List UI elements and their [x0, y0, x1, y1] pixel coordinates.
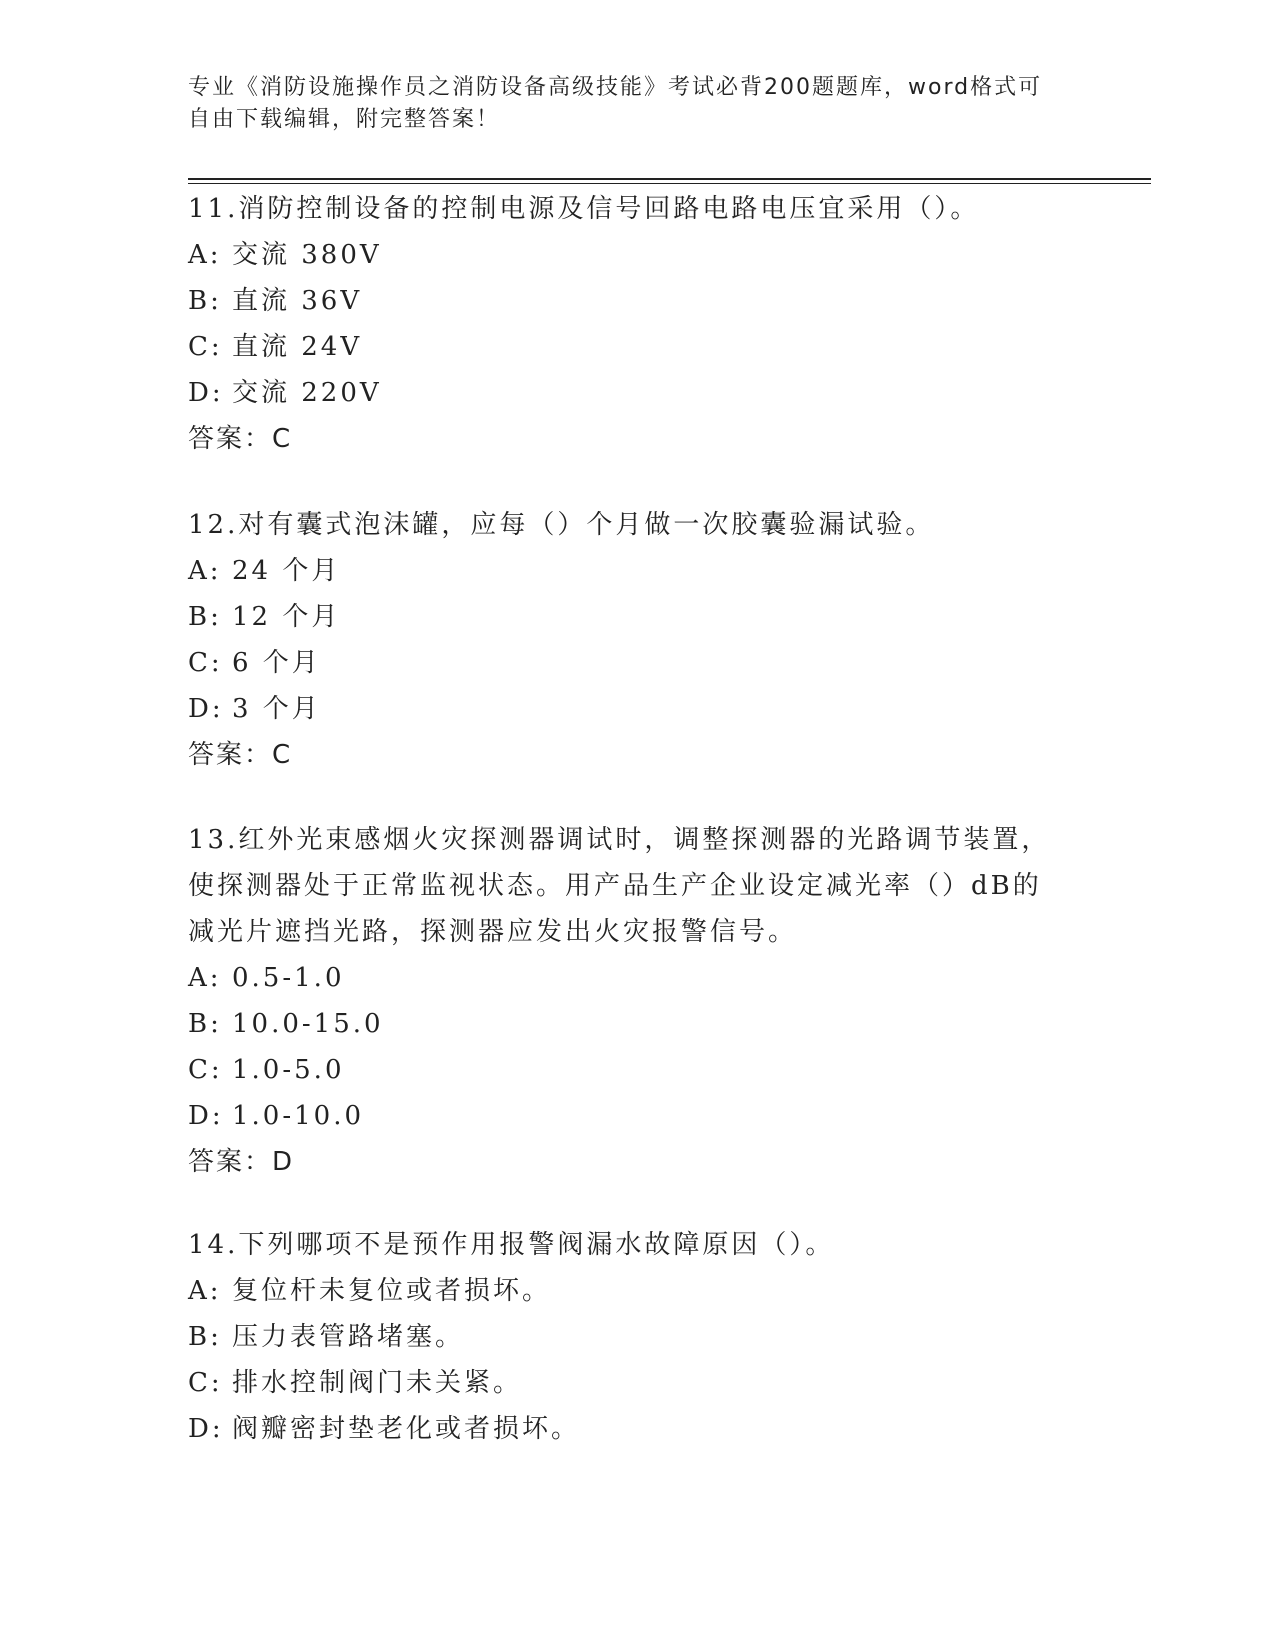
option-letter: B: [188, 1009, 222, 1039]
option-a [188, 232, 1088, 278]
option-d [188, 1093, 1068, 1139]
option-letter: C: [188, 332, 223, 362]
option-b [188, 278, 1088, 324]
option-a [188, 1268, 1088, 1314]
option-d [188, 370, 1088, 416]
option-letter: D: [188, 1101, 224, 1131]
option-c [188, 324, 1088, 370]
option-letter: A: [188, 556, 222, 586]
option-letter: A: [188, 240, 222, 270]
option-letter: C: [188, 1055, 223, 1085]
question-stem: 11.消防控制设备的控制电源及信号回路电路电压宜采用（）。 [188, 194, 980, 224]
option-c [188, 1360, 1088, 1406]
option-text: 直流 24V [232, 332, 363, 362]
option-c [188, 1047, 1068, 1093]
question-stem: 12.对有囊式泡沫罐，应每（）个月做一次胶囊验漏试验。 [188, 510, 935, 540]
option-text: 压力表管路堵塞。 [232, 1322, 465, 1352]
question-11 [188, 186, 1088, 462]
question-stem: 13.红外光束感烟火灾探测器调试时，调整探测器的光路调节装置，使探测器处于正常监视状态。用产品生产企业设定减光率（）dB的减光片遮挡光路，探测器应发出火灾报警信号。 [188, 825, 1051, 947]
option-text: 1.0-5.0 [232, 1055, 345, 1085]
option-letter: C: [188, 1368, 223, 1398]
option-letter: D: [188, 1414, 224, 1444]
option-text: 复位杆未复位或者损坏。 [232, 1276, 552, 1306]
document-header [188, 72, 1068, 136]
header-divider-thick [188, 178, 1151, 180]
option-letter: C: [188, 648, 223, 678]
option-letter: D: [188, 694, 224, 724]
option-d [188, 686, 1088, 732]
option-text: 阀瓣密封垫老化或者损坏。 [232, 1414, 581, 1444]
option-b [188, 594, 1088, 640]
question-13 [188, 817, 1068, 1185]
option-text: 排水控制阀门未关紧。 [232, 1368, 523, 1398]
option-letter: B: [188, 602, 222, 632]
option-text: 交流 380V [232, 240, 382, 270]
option-letter: A: [188, 1276, 222, 1306]
option-b [188, 1001, 1068, 1047]
option-d [188, 1406, 1088, 1452]
option-text: 0.5-1.0 [232, 963, 345, 993]
option-text: 直流 36V [232, 286, 363, 316]
option-letter: A: [188, 963, 222, 993]
option-text: 交流 220V [232, 378, 382, 408]
header-line-1: 专业《消防设施操作员之消防设备高级技能》考试必背200题题库，word格式可 [188, 75, 1043, 100]
answer-line: 答案：C [188, 740, 293, 770]
option-letter: D: [188, 378, 224, 408]
option-letter: B: [188, 1322, 222, 1352]
question-12 [188, 502, 1088, 778]
option-text: 3 个月 [232, 694, 321, 724]
option-text: 24 个月 [232, 556, 341, 586]
option-b [188, 1314, 1088, 1360]
question-stem: 14.下列哪项不是预作用报警阀漏水故障原因（）。 [188, 1230, 835, 1260]
answer-line: 答案：C [188, 424, 293, 454]
option-c [188, 640, 1088, 686]
answer-line: 答案：D [188, 1147, 295, 1177]
option-text: 12 个月 [232, 602, 341, 632]
option-text: 6 个月 [232, 648, 321, 678]
option-text: 1.0-10.0 [232, 1101, 365, 1131]
option-letter: B: [188, 286, 222, 316]
option-a [188, 955, 1068, 1001]
question-14 [188, 1222, 1088, 1452]
option-text: 10.0-15.0 [232, 1009, 384, 1039]
header-divider-thin [188, 183, 1151, 184]
header-line-2: 自由下载编辑，附完整答案！ [188, 107, 501, 132]
option-a [188, 548, 1088, 594]
